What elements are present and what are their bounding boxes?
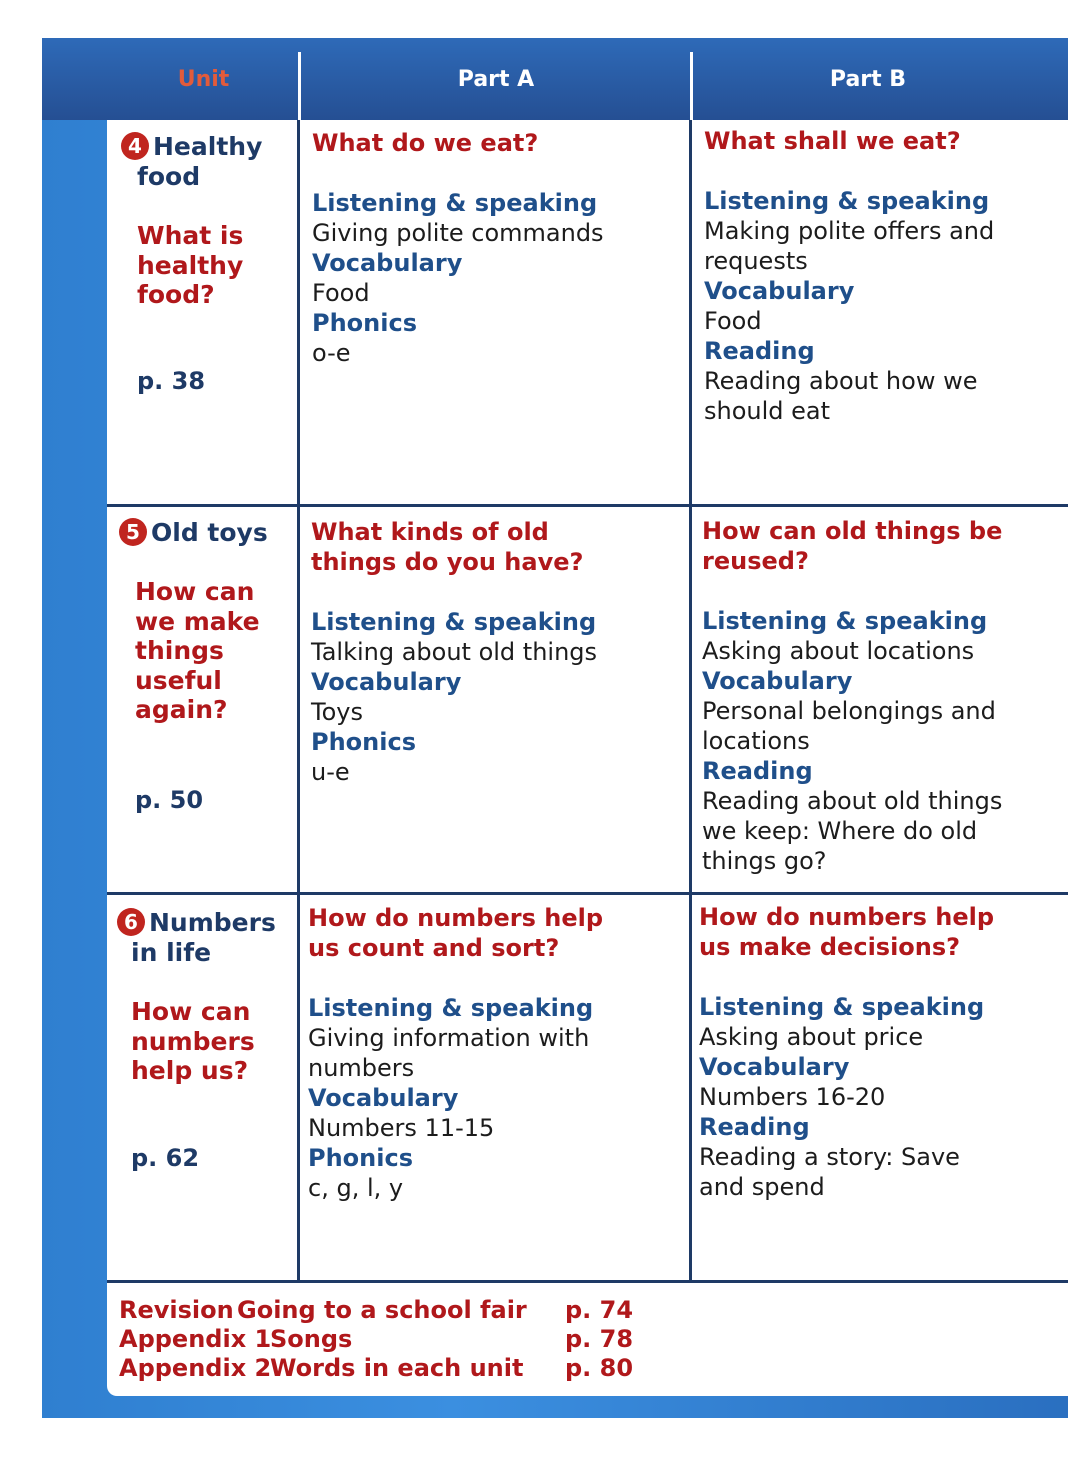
section-text: and spend: [699, 1173, 825, 1201]
unit-5-part-a: [311, 517, 683, 787]
page-reference: p. 62: [131, 1143, 200, 1172]
unit-6-part-a: [308, 903, 684, 1203]
section-text: Reading about how we: [704, 367, 978, 395]
lesson-question: How can old things be reused?: [702, 517, 1003, 575]
page-reference: p. 38: [137, 366, 206, 395]
unit-title: 5 Old toys: [119, 518, 293, 548]
section-text: requests: [704, 247, 808, 275]
row-divider: [107, 892, 1068, 895]
footer-title-appendix-2: Words in each unit: [270, 1354, 524, 1382]
section-heading: Reading: [699, 1113, 810, 1141]
footer-label-appendix-2: Appendix 2: [119, 1354, 272, 1382]
footer-label-revision: Revision: [119, 1296, 234, 1324]
row-divider: [107, 504, 1068, 507]
lesson-question: How do numbers help us count and sort?: [308, 904, 604, 962]
big-question: What is healthy food?: [137, 221, 244, 309]
section-heading: Phonics: [311, 728, 416, 756]
section-heading: Vocabulary: [308, 1084, 459, 1112]
unit-number-badge: 6: [117, 908, 145, 936]
contents-table: [107, 120, 1068, 1396]
table-header: [42, 38, 1068, 120]
section-text: Food: [312, 279, 370, 307]
lesson-question: What do we eat?: [312, 129, 539, 157]
footer-page-appendix-1: p. 78: [565, 1325, 634, 1353]
big-question: How can numbers help us?: [131, 997, 255, 1085]
section-text: Giving polite commands: [312, 219, 604, 247]
section-text: Numbers 16-20: [699, 1083, 886, 1111]
section-text: Asking about price: [699, 1023, 924, 1051]
section-text: Asking about locations: [702, 637, 975, 665]
section-text: Making polite offers and: [704, 217, 995, 245]
section-text: should eat: [704, 397, 831, 425]
header-unit: Unit: [177, 66, 230, 92]
section-text: c, g, l, y: [308, 1174, 404, 1202]
footer-title-appendix-1: Songs: [270, 1325, 353, 1353]
footer-page-revision: p. 74: [565, 1296, 634, 1324]
section-heading: Listening & speaking: [312, 189, 598, 217]
section-text: locations: [702, 727, 810, 755]
section-text: Food: [704, 307, 762, 335]
section-text: Personal belongings and: [702, 697, 996, 725]
section-heading: Phonics: [312, 309, 417, 337]
section-heading: Vocabulary: [699, 1053, 850, 1081]
column-divider: [689, 120, 692, 1282]
section-text: Talking about old things: [311, 638, 598, 666]
section-heading: Listening & speaking: [702, 607, 988, 635]
section-text: o-e: [312, 339, 351, 367]
section-heading: Listening & speaking: [699, 993, 985, 1021]
section-heading: Vocabulary: [311, 668, 462, 696]
unit-6-part-b: [699, 902, 1064, 1202]
unit-title: 4 Healthy: [121, 132, 293, 162]
section-text: Numbers 11-15: [308, 1114, 495, 1142]
section-heading: Phonics: [308, 1144, 413, 1172]
section-heading: Vocabulary: [312, 249, 463, 277]
lesson-question: What kinds of old things do you have?: [311, 518, 584, 576]
column-divider: [297, 120, 300, 1282]
section-heading: Vocabulary: [704, 277, 855, 305]
section-heading: Reading: [704, 337, 815, 365]
unit-title: in life: [131, 938, 212, 967]
unit-5-part-b: [702, 516, 1064, 876]
unit-4-part-b: [704, 126, 1064, 426]
page-reference: p. 50: [135, 785, 204, 814]
section-text: things go?: [702, 847, 827, 875]
unit-number-badge: 5: [119, 518, 147, 546]
header-part-b: Part B: [829, 66, 907, 92]
section-text: Reading about old things: [702, 787, 1003, 815]
footer-title-revision: Going to a school fair: [237, 1296, 527, 1324]
section-heading: Listening & speaking: [704, 187, 990, 215]
unit-6-cell: [117, 908, 293, 1172]
section-heading: Vocabulary: [702, 667, 853, 695]
row-divider: [107, 1280, 1068, 1283]
footer-page-appendix-2: p. 80: [565, 1354, 634, 1382]
unit-number-badge: 4: [121, 132, 149, 160]
section-text: Giving information with: [308, 1024, 590, 1052]
section-text: we keep: Where do old: [702, 817, 978, 845]
big-question: How can we make things useful again?: [135, 577, 260, 724]
section-text: Reading a story: Save: [699, 1143, 960, 1171]
section-heading: Listening & speaking: [308, 994, 594, 1022]
unit-4-cell: [121, 132, 293, 395]
unit-title: food: [137, 162, 201, 191]
section-text: Toys: [311, 698, 363, 726]
lesson-question: What shall we eat?: [704, 127, 961, 155]
section-heading: Reading: [702, 757, 813, 785]
header-part-a: Part A: [457, 66, 535, 92]
footer-label-appendix-1: Appendix 1: [119, 1325, 272, 1353]
section-heading: Listening & speaking: [311, 608, 597, 636]
section-text: numbers: [308, 1054, 415, 1082]
section-text: u-e: [311, 758, 350, 786]
lesson-question: How do numbers help us make decisions?: [699, 903, 995, 961]
unit-title: 6 Numbers: [117, 908, 293, 938]
unit-4-part-a: [312, 128, 684, 368]
unit-5-cell: [119, 518, 293, 814]
